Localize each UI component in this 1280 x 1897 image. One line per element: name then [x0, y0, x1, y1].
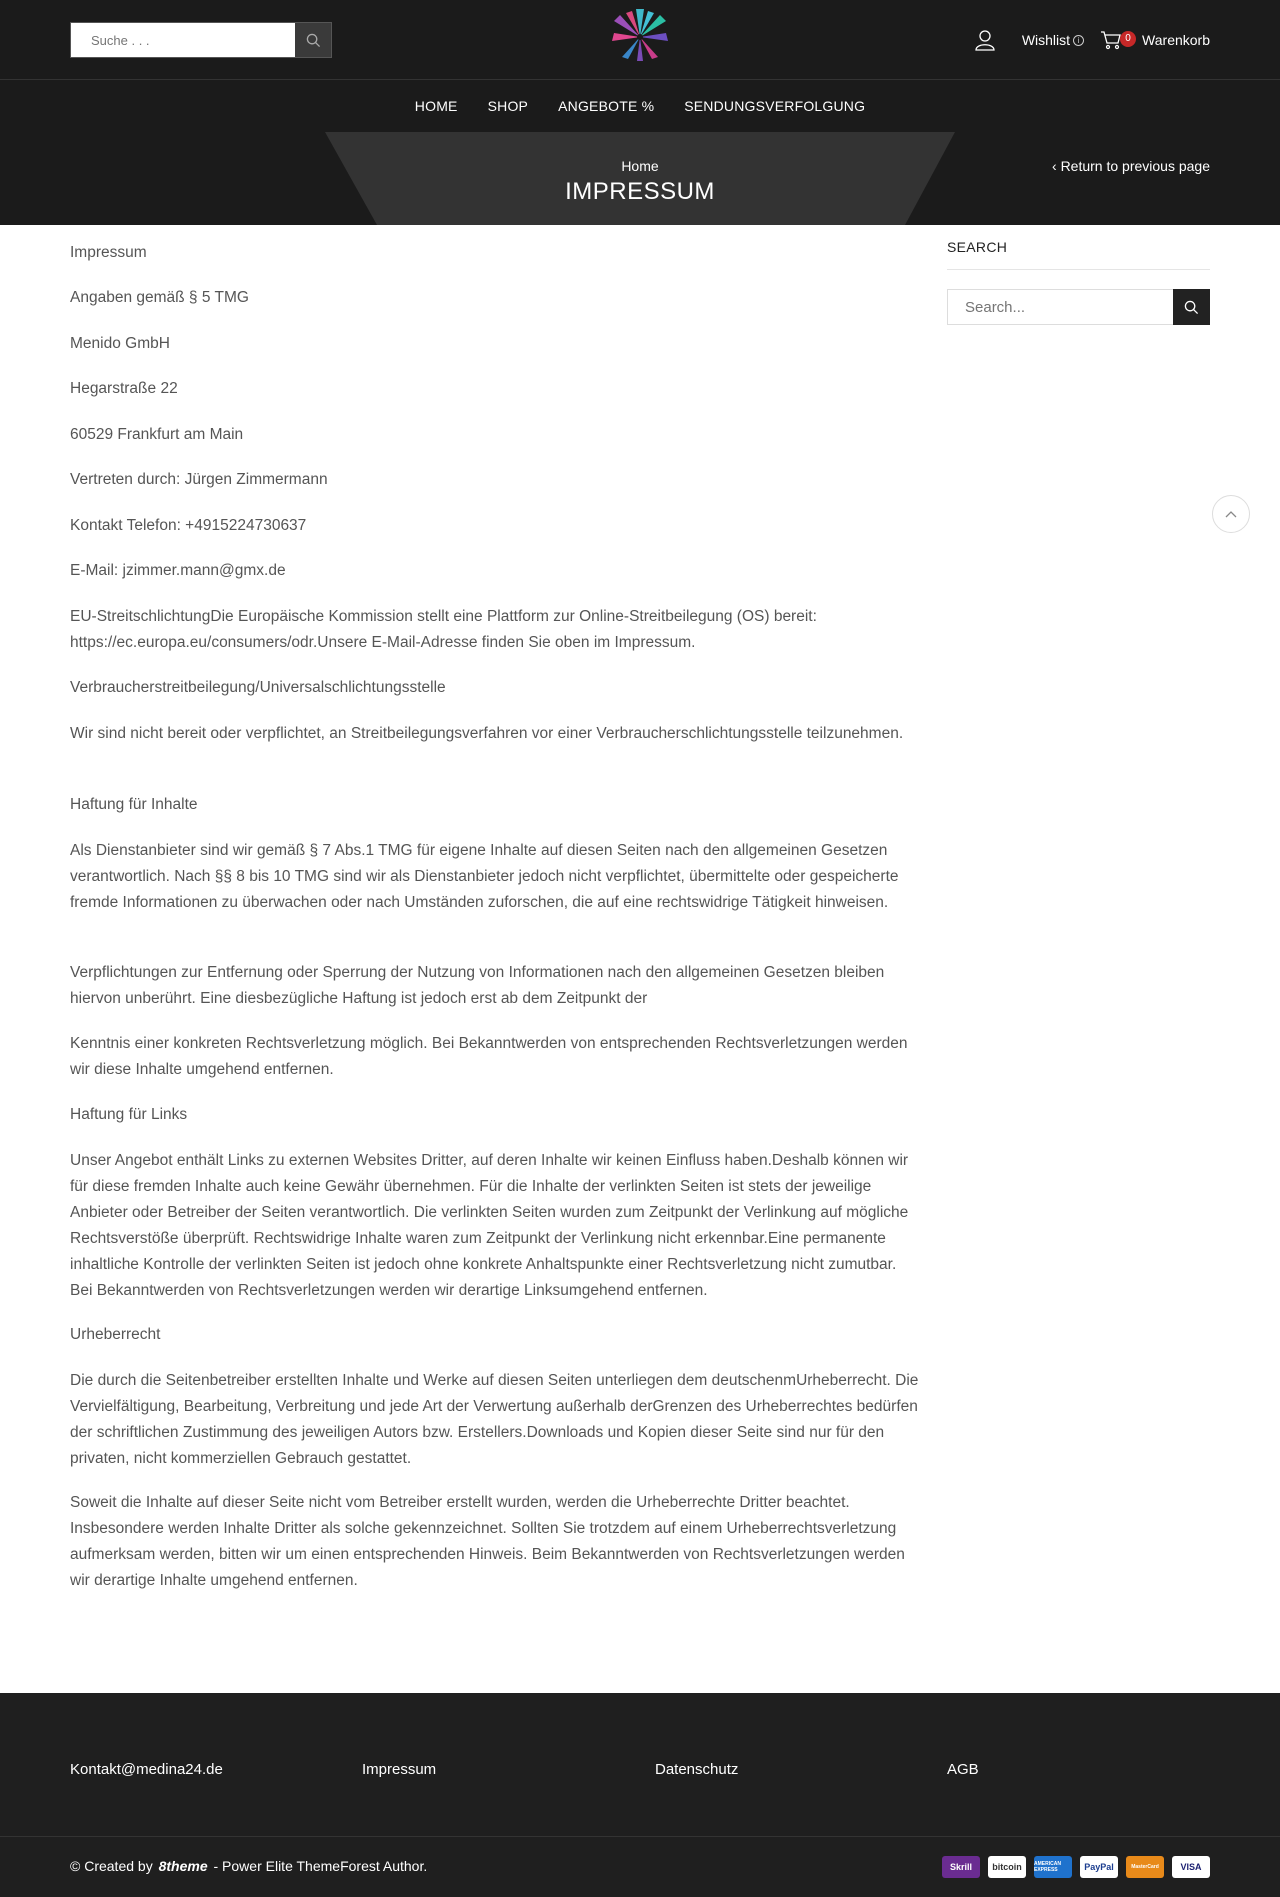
paypal-icon: PayPal [1080, 1856, 1118, 1878]
top-header [0, 0, 1280, 80]
footer-link-contact[interactable]: Kontakt@medina24.de [70, 1761, 223, 1778]
content-paragraph: Soweit die Inhalte auf dieser Seite nicht vom Betreiber erstellt wurden, werden die Urheberrechte Dritter beachtet. Insbesondere werden Inhalte Dritter als solche gekennzeichnet. Sollten Sie trotzdem auf einem Urheberrechtsverletzung aufmerksam werden, bitten wir um einen entsprechenden Hinweis. Beim Bekanntwerden von Rechtsverletzungen werden wir derartige Inhalte umgehend entfernen. [70, 1494, 905, 1589]
user-icon[interactable] [974, 29, 996, 51]
content-subheading: Haftung für Links [70, 1106, 188, 1123]
footer-link-datenschutz[interactable]: Datenschutz [655, 1761, 739, 1778]
cart-icon [1100, 30, 1122, 50]
footer [0, 1693, 1280, 1897]
bitcoin-icon: bitcoin [988, 1856, 1026, 1878]
wishlist-link[interactable] [1022, 32, 1084, 48]
header-search [70, 22, 332, 58]
sidebar [947, 225, 1210, 325]
cart-count-badge: 0 [1120, 31, 1136, 47]
footer-link-impressum[interactable]: Impressum [362, 1761, 437, 1778]
credit-prefix: © Created by [70, 1858, 153, 1874]
content-subheading: Verbraucherstreitbeilegung/Universalschlichtungsstelle [70, 679, 446, 696]
site-logo[interactable] [606, 4, 674, 66]
credit-brand-link[interactable]: 8theme [158, 1858, 208, 1874]
sidebar-search-title: SEARCH [947, 239, 1008, 255]
content-paragraph: Verpflichtungen zur Entfernung oder Sperrung der Nutzung von Informationen nach den allgemeinen Gesetzen bleiben hiervon unberührt. Eine diesbezügliche Haftung ist jedoch erst ab dem Zeitpunkt der [70, 964, 885, 1007]
content-paragraph: Unser Angebot enthält Links zu externen Websites Dritter, auf deren Inhalte wir keinen Einfluss haben.Deshalb können wir für diese fremden Inhalte auch keine Gewähr übernehmen. Für die Inhalte der verlinkten Seiten ist stets der jeweilige Anbieter oder Betreiber der Seiten verantwortlich. Die verlinkten Seiten wurden zum Zeitpunkt der Verlinkung auf mögliche Rechtsverstöße überprüft. Rechtswidrige Inhalte waren zum Zeitpunkt der Verlinkung nicht erkennbar.Eine permanente inhaltliche Kontrolle der verlinkten Seiten ist jedoch ohne konkrete Anhaltspunkte einer Rechtsverletzung nicht zumutbar. Bei Bekanntwerden von Rechtsverletzungen werden wir derartige Linksumgehend entfernen. [70, 1152, 909, 1299]
sidebar-search [947, 289, 1210, 325]
content-paragraph: Die durch die Seitenbetreiber erstellten Inhalte und Werke auf diesen Seiten unterliegen dem deutschenmUrheberrecht. Die Vervielfältigung, Bearbeitung, Verbreitung und jede Art der Verwertung außerhalb derGrenzen des Urheberrechtes bedürfen der schriftlichen Zustimmung des jeweiligen Autors bzw. Erstellers.Downloads und Kopien dieser Seite sind nur für den privaten, nicht kommerziellen Gebrauch gestattet. [70, 1372, 919, 1467]
nav-item-angebote[interactable]: ANGEBOTE % [558, 98, 655, 114]
content-paragraph: 60529 Frankfurt am Main [70, 426, 244, 443]
content-paragraph: Angaben gemäß § 5 TMG [70, 289, 249, 306]
skrill-icon: Skrill [942, 1856, 980, 1878]
return-link[interactable] [1052, 158, 1210, 174]
content-paragraph: Kenntnis einer konkreten Rechtsverletzung möglich. Bei Bekanntwerden von entsprechenden Rechtsverletzungen werden wir diese Inhalte umgehend entfernen. [70, 1035, 908, 1078]
amex-icon: AMERICAN EXPRESS [1034, 1856, 1072, 1878]
back-to-top-button[interactable] [1212, 495, 1250, 533]
cart-link[interactable] [1100, 30, 1210, 50]
content-paragraph: E-Mail: jzimmer.mann@gmx.de [70, 562, 286, 579]
content-paragraph: EU-StreitschlichtungDie Europäische Kommission stellt eine Plattform zur Online-Streitbeilegung (OS) bereit: https://ec.europa.eu/consumers/odr.Unsere E-Mail-Adresse finden Sie oben im Impressum. [70, 608, 817, 651]
sidebar-search-button[interactable] [1173, 289, 1210, 325]
sidebar-divider [947, 269, 1210, 270]
content-paragraph: Wir sind nicht bereit oder verpflichtet, an Streitbeilegungsverfahren vor einer Verbraucherschlichtungsstelle teilzunehmen. [70, 725, 904, 742]
nav-item-sendungsverfolgung[interactable]: SENDUNGSVERFOLGUNG [684, 98, 866, 114]
page-title: IMPRESSUM [565, 178, 715, 205]
nav-item-shop[interactable]: SHOP [487, 98, 529, 114]
search-icon [306, 33, 321, 48]
header-actions [974, 26, 1210, 54]
chevron-up-icon [1224, 509, 1238, 519]
cart-label: Warenkorb [1142, 32, 1210, 48]
breadcrumb-home[interactable]: Home [621, 158, 659, 174]
content-heading: Impressum [70, 244, 147, 261]
search-icon [1184, 300, 1199, 315]
chevron-left-icon: ‹ [1052, 158, 1061, 174]
header-search-input[interactable] [71, 23, 297, 57]
return-link-label: Return to previous page [1060, 158, 1210, 174]
wishlist-label: Wishlist [1021, 32, 1071, 48]
content-subheading: Haftung für Inhalte [70, 796, 198, 813]
content-paragraph: Kontakt Telefon: +4915224730637 [70, 517, 307, 534]
content-paragraph: Hegarstraße 22 [70, 380, 178, 397]
footer-divider [0, 1836, 1280, 1837]
credit-suffix: - Power Elite ThemeForest Author. [213, 1858, 428, 1874]
info-icon: i [1073, 35, 1084, 46]
header-search-button[interactable] [295, 23, 331, 57]
visa-icon: VISA [1172, 1856, 1210, 1878]
content-subheading: Urheberrecht [70, 1326, 161, 1343]
mastercard-icon: MasterCard [1126, 1856, 1164, 1878]
nav-item-home[interactable]: HOME [414, 98, 458, 114]
content-paragraph: Vertreten durch: Jürgen Zimmermann [70, 471, 328, 488]
content-paragraph: Als Dienstanbieter sind wir gemäß § 7 Abs.1 TMG für eigene Inhalte auf diesen Seiten nach den allgemeinen Gesetzen verantwortlich. Nach §§ 8 bis 10 TMG sind wir als Dienstanbieter jedoch nicht verpflichtet, übermittelte oder gespeicherte fremde Informationen zu überwachen oder nach Umständen zuforschen, die auf eine rechtswidrige Tätigkeit hinweisen. [70, 842, 899, 911]
sidebar-search-input[interactable] [948, 290, 1174, 324]
footer-credit [70, 1858, 427, 1874]
payment-methods [942, 1856, 1210, 1878]
footer-links [70, 1761, 1210, 1785]
main-nav [0, 80, 1280, 132]
footer-link-agb[interactable]: AGB [947, 1761, 979, 1778]
page-banner [0, 132, 1280, 225]
content-paragraph: Menido GmbH [70, 335, 170, 352]
